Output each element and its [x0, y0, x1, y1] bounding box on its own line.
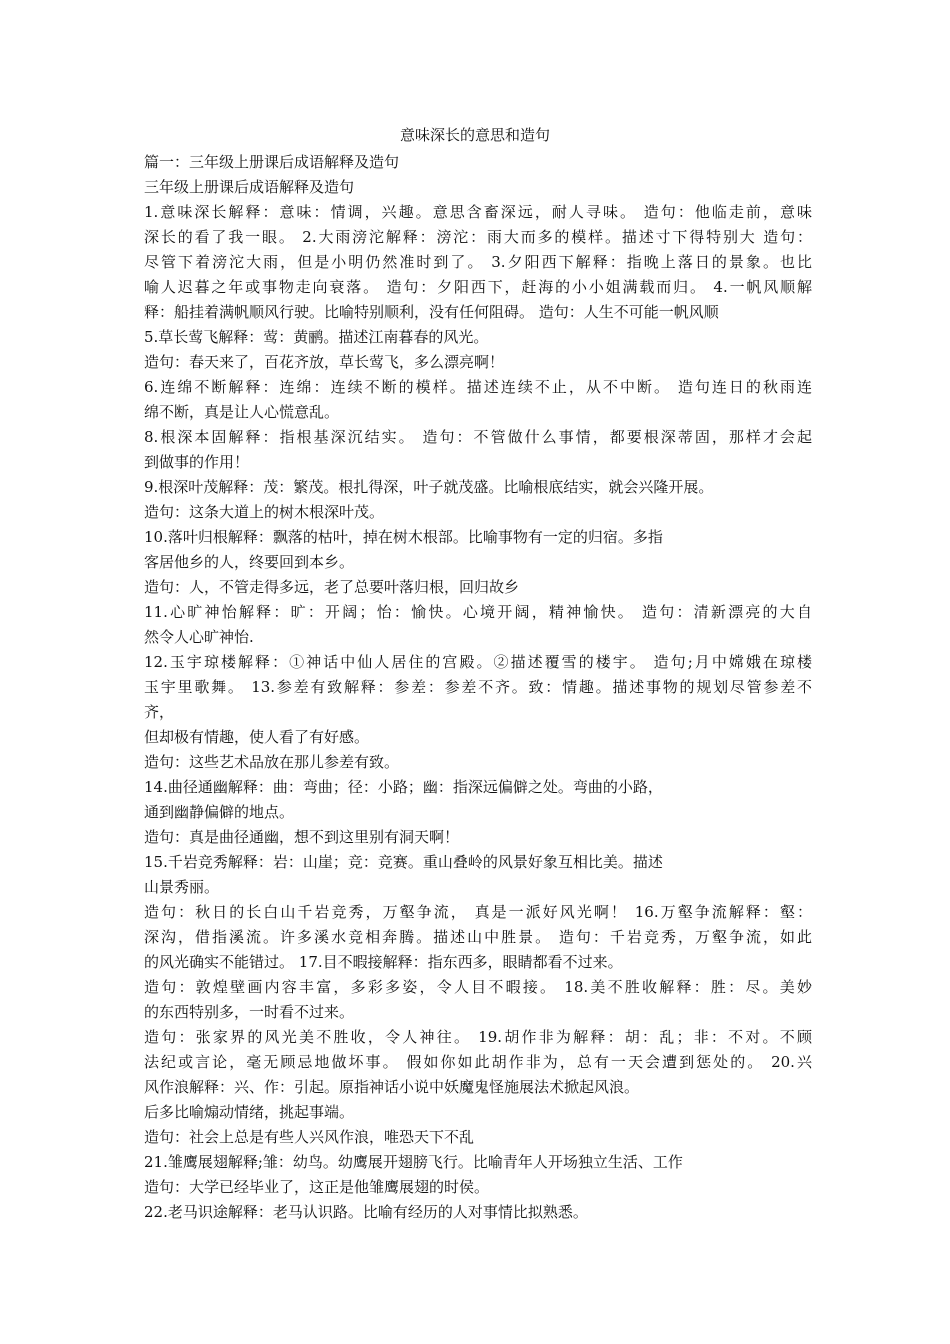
text-line: 法纪或言论，毫无顾忌地做坏事。 假如你如此胡作非为，总有一天会遭到惩处的。 20.兴	[144, 1053, 812, 1071]
text-line: 造句：大学已经毕业了，这正是他雏鹰展翅的时侯。	[144, 1178, 490, 1196]
text-line: 玉宇里歌舞。 13.参差有致解释：参差：参差不齐。致：情趣。描述事物的规划尽管参差不	[144, 678, 812, 696]
document-title: 意味深长的意思和造句	[399, 126, 550, 144]
text-line: 12.玉宇琼楼解释：①神话中仙人居住的宫殿。②描述覆雪的楼宇。 造句;月中嫦娥在琼楼	[144, 653, 812, 671]
text-line: 通到幽静偏僻的地点。	[144, 803, 295, 821]
text-line: 山景秀丽。	[144, 878, 220, 896]
text-line: 1.意味深长解释：意味：情调，兴趣。意思含畜深远，耐人寻味。 造句：他临走前，意味	[144, 203, 812, 221]
text-line: 喻人迟暮之年或事物走向衰落。 造句：夕阳西下，赶海的小小姐满载而归。 4.一帆风顺解	[144, 278, 812, 296]
text-line: 绵不断，真是让人心慌意乱。	[144, 403, 340, 421]
text-line: 8.根深本固解释：指根基深沉结实。 造句：不管做什么事情，都要根深蒂固，那样才会起	[144, 428, 812, 446]
text-line: 三年级上册课后成语解释及造句	[144, 178, 355, 196]
text-line: 然令人心旷神怡.	[144, 628, 254, 646]
text-line: 造句：真是曲径通幽，想不到这里别有洞天啊！	[144, 828, 460, 846]
text-line: 造句：敦煌壁画内容丰富，多彩多姿，令人目不暇接。 18.美不胜收解释：胜：尽。美妙	[144, 978, 812, 996]
text-line: 客居他乡的人，终要回到本乡。	[144, 553, 355, 571]
text-line: 释：船挂着满帆顺风行驶。比喻特别顺利，没有任何阻碍。 造句：人生不可能一帆风顺	[144, 303, 719, 321]
text-line: 造句：春天来了，百花齐放，草长莺飞，多么漂亮啊！	[144, 353, 505, 371]
text-line: 齐，	[144, 703, 175, 721]
text-line: 但却极有情趣，使人看了有好感。	[144, 728, 370, 746]
text-line: 造句：张家界的风光美不胜收，令人神往。 19.胡作非为解释：胡：乱；非：不对。不顾	[144, 1028, 812, 1046]
text-line: 的风光确实不能错过。 17.目不暇接解释：指东西多，眼睛都看不过来。	[144, 953, 623, 971]
text-line: 的东西特别多，一时看不过来。	[144, 1003, 355, 1021]
text-line: 风作浪解释：兴、作：引起。原指神话小说中妖魔鬼怪施展法术掀起风浪。	[144, 1078, 640, 1096]
text-line: 11.心旷神怡解释：旷：开阔；怡：愉快。心境开阔，精神愉快。 造句：清新漂亮的大自	[144, 603, 812, 621]
text-line: 6.连绵不断解释：连绵：连续不断的模样。描述连续不止，从不中断。 造句连日的秋雨连	[144, 378, 812, 396]
text-line: 尽管下着滂沱大雨，但是小明仍然准时到了。 3.夕阳西下解释：指晚上落日的景象。也比	[144, 253, 812, 271]
text-line: 造句：社会上总是有些人兴风作浪，唯恐天下不乱	[144, 1128, 475, 1146]
text-line: 造句：这些艺术品放在那儿参差有致。	[144, 753, 400, 771]
text-line: 后多比喻煽动情绪，挑起事端。	[144, 1103, 355, 1121]
text-line: 深沟，借指溪流。许多溪水竞相奔腾。描述山中胜景。 造句：千岩竞秀，万壑争流，如此	[144, 928, 812, 946]
text-line: 14.曲径通幽解释：曲：弯曲；径：小路；幽：指深远偏僻之处。弯曲的小路，	[144, 778, 663, 796]
text-line: 造句：这条大道上的树木根深叶茂。	[144, 503, 385, 521]
text-line: 5.草长莺飞解释：莺：黄鹂。描述江南暮春的风光。	[144, 328, 489, 346]
text-line: 9.根深叶茂解释：茂：繁茂。根扎得深，叶子就茂盛。比喻根底结实，就会兴隆开展。	[144, 478, 714, 496]
text-line: 造句：秋日的长白山千岩竞秀，万壑争流， 真是一派好风光啊！ 16.万壑争流解释：壑：	[144, 903, 812, 921]
text-line: 10.落叶归根解释：飘落的枯叶，掉在树木根部。比喻事物有一定的归宿。多指	[144, 528, 663, 546]
text-line: 篇一：三年级上册课后成语解释及造句	[144, 153, 400, 171]
text-line: 22.老马识途解释：老马认识路。比喻有经历的人对事情比拟熟悉。	[144, 1203, 588, 1221]
text-line: 15.千岩竞秀解释：岩：山崖；竞：竞赛。重山叠岭的风景好象互相比美。描述	[144, 853, 663, 871]
text-line: 深长的看了我一眼。 2.大雨滂沱解释：滂沱：雨大而多的模样。描述寸下得特别大 造句：	[144, 228, 812, 246]
text-line: 21.雏鹰展翅解释;雏：幼鸟。幼鹰展开翅膀飞行。比喻青年人开场独立生活、工作	[144, 1153, 683, 1171]
document-body	[144, 150, 812, 1225]
text-line: 造句：人，不管走得多远，老了总要叶落归根，回归故乡	[144, 578, 520, 596]
text-line: 到做事的作用！	[144, 453, 250, 471]
